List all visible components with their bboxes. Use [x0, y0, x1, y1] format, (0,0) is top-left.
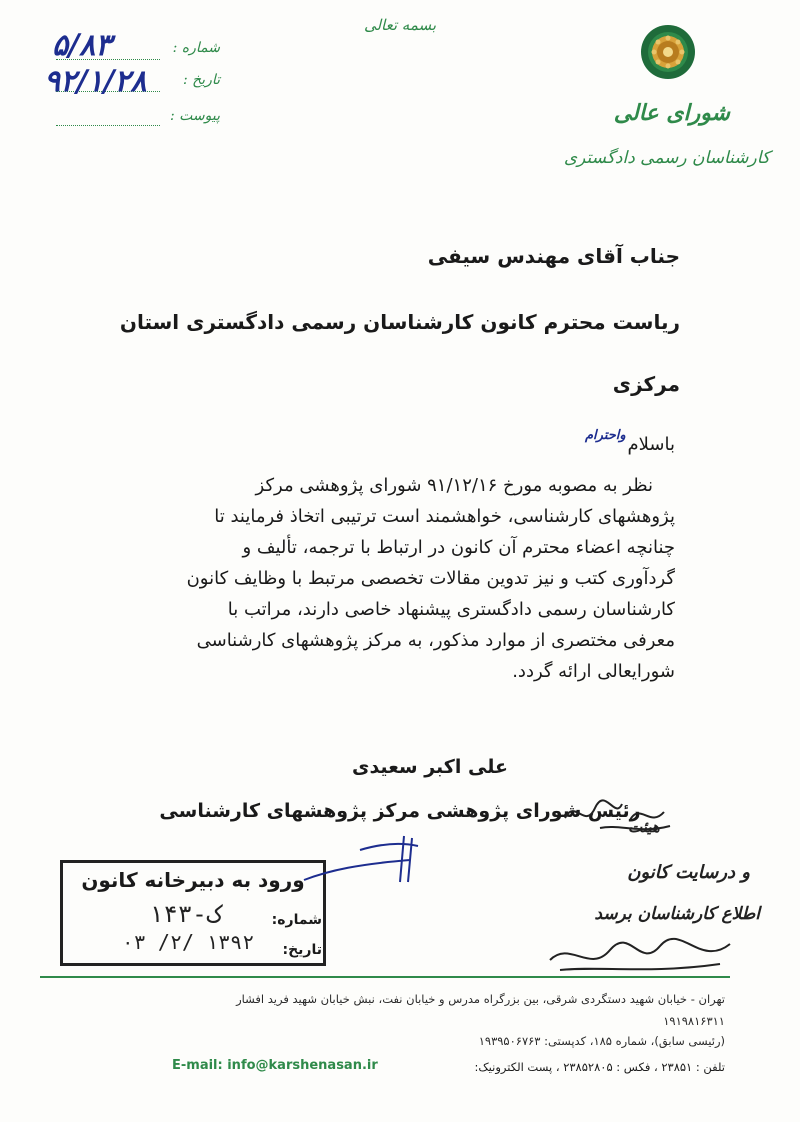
footer-email[interactable]: E-mail: info@karshenasan.ir: [172, 1058, 378, 1073]
council-name-line2: کارشناسان رسمی دادگستری: [563, 148, 770, 168]
note-signature-scribble: [540, 930, 740, 978]
stamp-date-label: تاریخ:: [282, 942, 322, 958]
body-line: چنانچه اعضاء محترم آن کانون در ارتباط با ترجمه، تألیف و: [242, 537, 675, 558]
footer-postal-code: ۱۹۱۹۸۱۶۳۱۱: [663, 1014, 725, 1028]
basmala: بسمه تعالی: [363, 16, 437, 34]
stamp-date-value: ۱۳۹۲ /۲/ ۰۳: [121, 930, 255, 954]
footer-pobox: (رئیسی سابق)، شماره ۱۸۵، کدپستی: ۱۹۳۹۵۰۶۷۶۳: [478, 1034, 725, 1048]
handwritten-note-line1: هیئت: [628, 818, 660, 836]
handwritten-note-line2: و درسایت کانون: [627, 862, 750, 883]
handwritten-number: ۵/۸۳: [52, 28, 112, 63]
greeting-handwritten-note: واحترام: [585, 428, 626, 443]
attachment-label: پیوست :: [170, 108, 220, 124]
stamp-title: ورود به دبیرخانه کانون: [81, 868, 305, 892]
recipient-line3: مرکزی: [612, 372, 680, 396]
stamp-pen-scribble: [300, 830, 430, 890]
handwritten-note-line3: اطلاع کارشناسان برسد: [594, 904, 760, 924]
stamp-number-value: ک-۱۴۳: [148, 900, 222, 928]
body-line: گردآوری کتب و نیز تدوین مقالات تخصصی مرتبط با وظایف کانون: [186, 568, 675, 589]
body-paragraph: [115, 470, 675, 687]
date-label: تاریخ :: [182, 72, 220, 88]
body-line: نظر به مصوبه مورخ ۹۱/۱۲/۱۶ شورای پژوهشی مرکز: [255, 475, 653, 496]
footer-address: تهران - خیابان شهید دستگردی شرقی، بین بزرگراه مدرس و خیابان نفت، نبش خیابان شهید فرید افشار: [236, 992, 725, 1006]
signature-scribble: [560, 790, 680, 840]
recipient-line2: ریاست محترم کانون کارشناسان رسمی دادگستری استان: [119, 310, 680, 334]
footer-divider: [40, 976, 730, 978]
stamp-number-label: شماره:: [271, 912, 322, 928]
council-logo: [640, 24, 696, 80]
number-label: شماره :: [172, 40, 220, 56]
body-line: پژوهشهای کارشناسی، خواهشمند است ترتیبی اتخاذ فرمایند تا: [214, 506, 675, 527]
attachment-dots: [56, 124, 160, 126]
signatory-name: علی اکبر سعیدی: [352, 756, 508, 778]
council-name-line1: شورای عالی: [613, 100, 730, 126]
footer-contact: تلفن : ۲۳۸۵۱ ، فکس : ۲۳۸۵۲۸۰۵ ، پست الکترونیک:: [474, 1060, 725, 1074]
signatory-title: رئیس شورای پژوهشی مرکز پژوهشهای کارشناسی: [159, 800, 641, 822]
recipient-line1: جناب آقای مهندس سیفی: [427, 244, 680, 268]
greeting: باسلام: [627, 434, 675, 455]
body-line: کارشناسان رسمی دادگستری پیشنهاد خاصی دارند، مراتب با: [227, 599, 675, 620]
body-line: معرفی مختصری از موارد مذکور، به مرکز پژوهشهای کارشناسی: [196, 630, 675, 651]
handwritten-date: ۹۲/۱/۲۸: [44, 64, 147, 99]
body-line: شورایعالی ارائه گردد.: [512, 661, 675, 682]
